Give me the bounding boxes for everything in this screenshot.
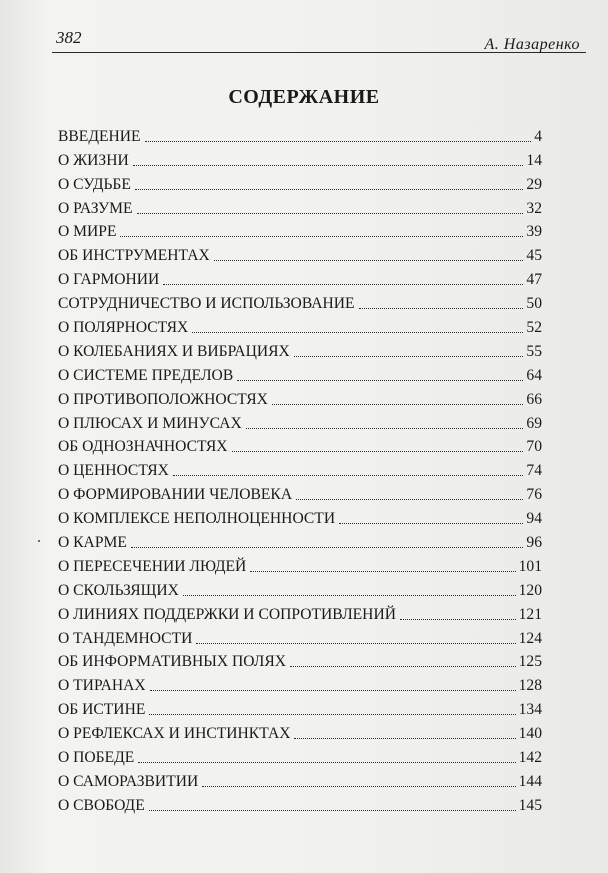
toc-entry-label: О ПЕРЕСЕЧЕНИИ ЛЮДЕЙ <box>58 557 247 575</box>
toc-entry-page: 124 <box>518 629 542 647</box>
toc-leader-dots <box>246 427 524 429</box>
author-name: А. Назаренко <box>484 36 580 53</box>
toc-entry-label: О СВОБОДЕ <box>58 796 145 814</box>
toc-leader-dots <box>400 618 516 620</box>
toc-entry <box>58 719 542 743</box>
toc-entry-page: 64 <box>526 366 542 384</box>
toc-entry-page: 29 <box>526 175 542 193</box>
toc-entry-label: О ТАНДЕМНОСТИ <box>58 629 193 647</box>
toc-leader-dots <box>202 785 515 787</box>
toc-leader-dots <box>149 809 516 811</box>
toc-leader-dots <box>214 259 524 261</box>
toc-entry-page: 128 <box>518 677 542 695</box>
toc-entry-label: ОБ ОДНОЗНАЧНОСТЯХ <box>58 438 228 456</box>
toc-entry-page: 134 <box>518 701 542 719</box>
toc-entry <box>58 265 542 289</box>
toc-entry-page: 101 <box>518 557 542 575</box>
toc-entry-page: 39 <box>526 223 542 241</box>
toc-entry <box>58 409 542 433</box>
running-header <box>52 22 586 53</box>
toc-entry-label: О ПЛЮСАХ И МИНУСАХ <box>58 414 242 432</box>
table-of-contents <box>58 122 542 815</box>
toc-entry <box>58 791 542 815</box>
toc-entry-page: 74 <box>526 462 542 480</box>
page-title: СОДЕРЖАНИЕ <box>228 86 380 108</box>
toc-entry-page: 4 <box>534 127 542 145</box>
toc-leader-dots <box>133 164 524 166</box>
toc-entry <box>58 456 542 480</box>
toc-entry-label: ВВЕДЕНИЕ <box>58 127 141 145</box>
toc-entry-label: О ГАРМОНИИ <box>58 271 160 289</box>
toc-entry-page: 76 <box>526 486 542 504</box>
toc-entry-page: 94 <box>526 510 542 528</box>
toc-leader-dots <box>359 307 524 309</box>
toc-entry <box>58 504 542 528</box>
toc-entry-label: О КОЛЕБАНИЯХ И ВИБРАЦИЯХ <box>58 342 290 360</box>
toc-entry <box>58 433 542 457</box>
toc-entry-label: ОБ ИНСТРУМЕНТАХ <box>58 247 210 265</box>
toc-entry-label: О САМОРАЗВИТИИ <box>58 772 199 790</box>
toc-entry-label: О СУДЬБЕ <box>58 175 131 193</box>
toc-entry-page: 52 <box>526 319 542 337</box>
toc-entry-page: 144 <box>518 772 542 790</box>
toc-entry-page: 125 <box>518 653 542 671</box>
toc-entry-page: 47 <box>526 271 542 289</box>
toc-leader-dots <box>272 403 524 405</box>
toc-entry <box>58 194 542 218</box>
toc-leader-dots <box>135 188 524 190</box>
toc-entry <box>58 170 542 194</box>
toc-entry-page: 140 <box>518 725 542 743</box>
toc-leader-dots <box>150 689 516 691</box>
toc-entry-page: 32 <box>526 199 542 217</box>
page-number: 382 <box>56 28 82 47</box>
toc-entry <box>58 743 542 767</box>
toc-leader-dots <box>250 570 515 572</box>
toc-leader-dots <box>339 522 523 524</box>
toc-entry-label: О РАЗУМЕ <box>58 199 133 217</box>
toc-leader-dots <box>232 450 524 452</box>
toc-leader-dots <box>138 761 515 763</box>
toc-entry-label: О ПРОТИВОПОЛОЖНОСТЯХ <box>58 390 268 408</box>
toc-leader-dots <box>237 379 523 381</box>
toc-entry <box>58 241 542 265</box>
toc-leader-dots <box>196 642 515 644</box>
toc-entry-page: 96 <box>526 534 542 552</box>
toc-leader-dots <box>145 140 532 142</box>
toc-entry-label: О ТИРАНАХ <box>58 677 146 695</box>
toc-entry <box>58 671 542 695</box>
toc-entry-page: 69 <box>526 414 542 432</box>
margin-mark <box>38 540 40 542</box>
toc-entry <box>58 480 542 504</box>
toc-leader-dots <box>149 713 515 715</box>
toc-entry <box>58 695 542 719</box>
toc-entry <box>58 122 542 146</box>
toc-entry <box>58 337 542 361</box>
toc-entry-page: 66 <box>526 390 542 408</box>
toc-entry-label: О ПОБЕДЕ <box>58 749 135 767</box>
toc-entry-page: 70 <box>526 438 542 456</box>
toc-entry-page: 55 <box>526 342 542 360</box>
toc-entry-label: ОБ ИНФОРМАТИВНЫХ ПОЛЯХ <box>58 653 287 671</box>
toc-entry-label: О СКОЛЬЗЯЩИХ <box>58 581 179 599</box>
toc-entry <box>58 146 542 170</box>
toc-entry-label: О МИРЕ <box>58 223 117 241</box>
toc-entry <box>58 624 542 648</box>
toc-entry-label: О РЕФЛЕКСАХ И ИНСТИНКТАХ <box>58 725 291 743</box>
toc-entry <box>58 218 542 242</box>
toc-leader-dots <box>120 235 523 237</box>
toc-leader-dots <box>131 546 524 548</box>
toc-entry-label: О КОМПЛЕКСЕ НЕПОЛНОЦЕННОСТИ <box>58 510 336 528</box>
toc-leader-dots <box>173 474 523 476</box>
toc-entry-page: 121 <box>518 605 542 623</box>
toc-entry <box>58 552 542 576</box>
toc-entry-label: О СИСТЕМЕ ПРЕДЕЛОВ <box>58 366 234 384</box>
toc-entry-page: 45 <box>526 247 542 265</box>
toc-entry <box>58 528 542 552</box>
toc-entry <box>58 385 542 409</box>
toc-entry-label: СОТРУДНИЧЕСТВО И ИСПОЛЬЗОВАНИЕ <box>58 295 355 313</box>
toc-leader-dots <box>183 594 516 596</box>
toc-leader-dots <box>163 283 523 285</box>
toc-entry <box>58 600 542 624</box>
toc-leader-dots <box>294 355 524 357</box>
toc-entry <box>58 767 542 791</box>
toc-entry-page: 145 <box>518 796 542 814</box>
toc-leader-dots <box>290 665 516 667</box>
toc-entry <box>58 313 542 337</box>
toc-entry-page: 120 <box>518 581 542 599</box>
toc-entry-page: 50 <box>526 295 542 313</box>
toc-leader-dots <box>192 331 523 333</box>
toc-entry-label: ОБ ИСТИНЕ <box>58 701 146 719</box>
toc-entry-label: О ЦЕННОСТЯХ <box>58 462 169 480</box>
toc-entry <box>58 361 542 385</box>
toc-entry-label: О ЛИНИЯХ ПОДДЕРЖКИ И СОПРОТИВЛЕНИЙ <box>58 605 396 623</box>
toc-entry <box>58 289 542 313</box>
toc-leader-dots <box>137 212 524 214</box>
toc-entry-label: О ПОЛЯРНОСТЯХ <box>58 319 189 337</box>
toc-entry-page: 14 <box>526 151 542 169</box>
toc-entry <box>58 576 542 600</box>
toc-leader-dots <box>294 737 515 739</box>
toc-entry-page: 142 <box>518 749 542 767</box>
toc-entry <box>58 648 542 672</box>
toc-entry-label: О ЖИЗНИ <box>58 151 129 169</box>
toc-leader-dots <box>296 498 523 500</box>
toc-entry-label: О КАРМЕ <box>58 534 127 552</box>
toc-entry-label: О ФОРМИРОВАНИИ ЧЕЛОВЕКА <box>58 486 293 504</box>
